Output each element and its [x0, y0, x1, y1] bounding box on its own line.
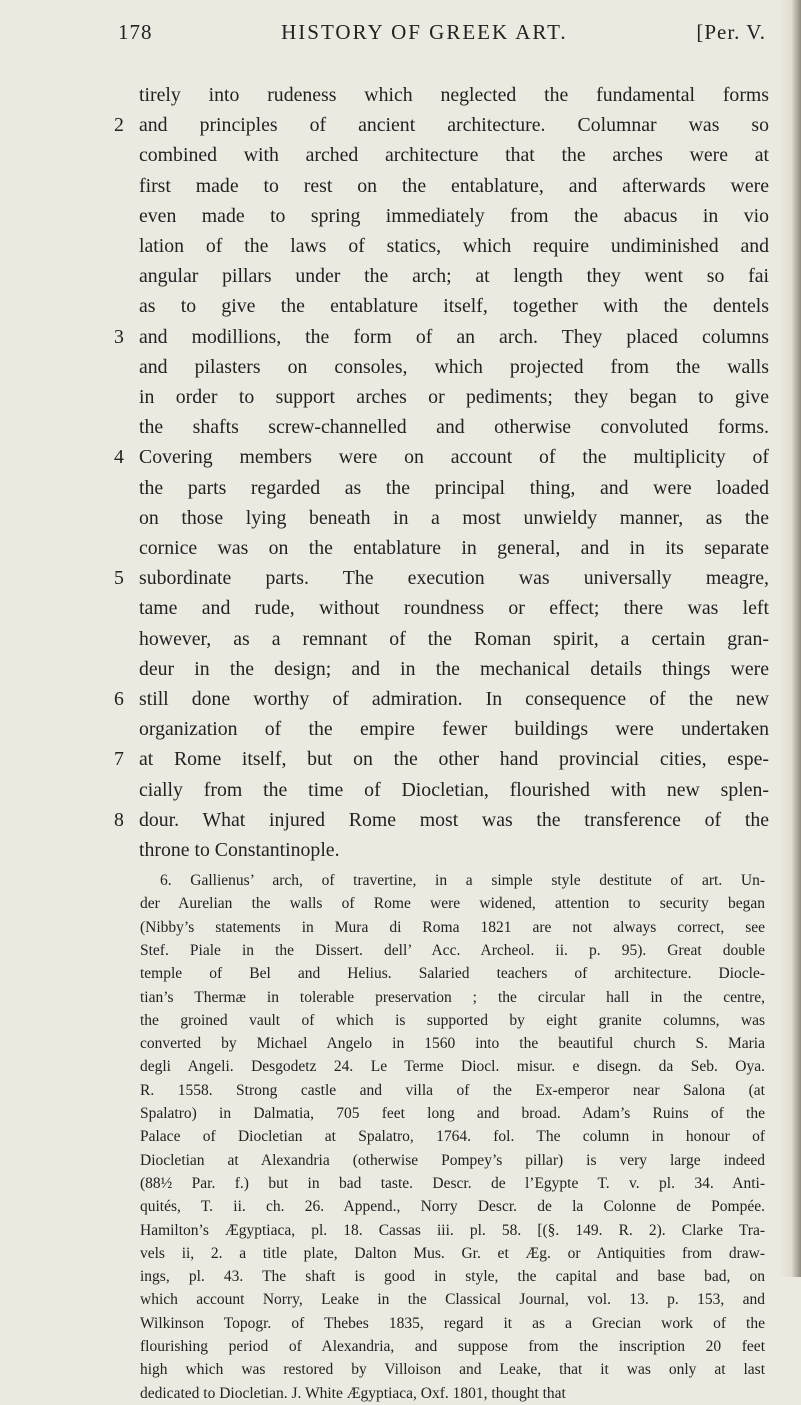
body-line: lation of the laws of statics, which require undiminished and	[139, 235, 769, 257]
body-line: first made to rest on the entablature, and afterwards were	[139, 174, 769, 197]
running-header	[118, 20, 766, 54]
body-line: in order to support arches or pediments; they began to give	[139, 386, 769, 408]
body-line: however, as a remnant of the Roman spirit, a certain gran-	[139, 627, 769, 650]
footnote-line: quités, T. ii. ch. 26. Append., Norry Descr. de la Colonne de Pompée.	[140, 1198, 765, 1216]
footnote-line: which account Norry, Leake in the Classical Journal, vol. 13. p. 153, and	[140, 1291, 765, 1309]
margin-paragraph-number: 6	[114, 688, 124, 710]
margin-paragraph-number: 3	[114, 325, 124, 348]
page-number: 178	[118, 20, 153, 44]
body-line: on those lying beneath in a most unwieldy manner, as the	[139, 506, 769, 529]
section-label: [Per. V.	[696, 20, 766, 44]
footnote-line: Spalatro) in Dalmatia, 705 feet long and broad. Adam’s Ruins of the	[140, 1105, 765, 1122]
footnote-line: (88½ Par. f.) but in bad taste. Descr. de l’Egypte T. v. pl. 34. Anti-	[140, 1174, 765, 1192]
body-line: and principles of ancient architecture. Columnar was so	[139, 114, 769, 137]
body-line: as to give the entablature itself, together with the dentels	[139, 295, 769, 318]
body-line: cially from the time of Diocletian, flourished with new splen-	[139, 778, 769, 801]
body-line: organization of the empire fewer buildings were undertaken	[139, 718, 769, 741]
body-line: the parts regarded as the principal thing, and were loaded	[139, 476, 769, 499]
running-title: HISTORY OF GREEK ART.	[281, 20, 568, 44]
footnote-line: flourishing period of Alexandria, and suppose from the inscription 20 feet	[140, 1338, 765, 1355]
margin-paragraph-number: 8	[114, 808, 124, 831]
footnote-line: R. 1558. Strong castle and villa of the Ex-emperor near Salona (at	[140, 1081, 765, 1099]
body-line: combined with arched architecture that the arches were at	[139, 144, 769, 167]
body-line: angular pillars under the arch; at length they went so fai	[139, 265, 769, 288]
footnote-line: converted by Michael Angelo in 1560 into the beautiful church S. Maria	[140, 1035, 765, 1053]
body-line: throne to Constantinople.	[139, 839, 340, 861]
body-line: and modillions, the form of an arch. They placed columns	[139, 325, 769, 348]
body-line: at Rome itself, but on the other hand provincial cities, espe-	[139, 748, 769, 771]
body-line: tirely into rudeness which neglected the fundamental forms	[139, 84, 769, 106]
footnote-line: the groined vault of which is supported by eight granite columns, was	[140, 1011, 765, 1029]
body-line: even made to spring immediately from the abacus in vio	[139, 204, 769, 227]
footnote-line: 6. Gallienus’ arch, of travertine, in a simple style destitute of art. Un-	[160, 872, 765, 889]
page-edge-shadow	[779, 0, 801, 1277]
footnote-line: der Aurelian the walls of Rome were widened, attention to security began	[140, 895, 765, 913]
body-line: Covering members were on account of the multiplicity of	[139, 446, 769, 469]
footnote-line: tian’s Thermæ in tolerable preservation ; the circular hall in the centre,	[140, 988, 765, 1006]
body-line: the shafts screw-channelled and otherwise convoluted forms.	[139, 416, 769, 439]
body-line: subordinate parts. The execution was universally meagre,	[139, 567, 769, 590]
footnote-line: degli Angeli. Desgodetz 24. Le Terme Diocl. misur. e disegn. da Seb. Oya.	[140, 1058, 765, 1076]
footnote-line: Diocletian at Alexandria (otherwise Pompey’s pillar) is very large indeed	[140, 1151, 765, 1169]
footnote-line: high which was restored by Villoison and Leake, that it was only at last	[140, 1361, 765, 1379]
footnote-line: vels ii, 2. a title plate, Dalton Mus. Gr. et Æg. or Antiquities from draw-	[140, 1244, 765, 1262]
body-line: still done worthy of admiration. In consequence of the new	[139, 688, 769, 710]
footnote-line: (Nibby’s statements in Mura di Roma 1821 are not always correct, see	[140, 918, 765, 936]
footnote-line: temple of Bel and Helius. Salaried teachers of architecture. Diocle-	[140, 965, 765, 983]
margin-paragraph-number: 2	[114, 114, 124, 137]
margin-paragraph-number: 5	[114, 567, 124, 590]
body-line: cornice was on the entablature in general, and in its separate	[139, 537, 769, 559]
footnote-line: Palace of Diocletian at Spalatro, 1764. fol. The column in honour of	[140, 1128, 765, 1146]
margin-paragraph-number: 7	[114, 748, 124, 771]
footnote-line: Stef. Piale in the Dissert. dell’ Acc. Archeol. ii. p. 95). Great double	[140, 941, 765, 959]
body-line: dour. What injured Rome most was the transference of the	[139, 808, 769, 831]
body-line: deur in the design; and in the mechanical details things were	[139, 657, 769, 680]
footnote-line: Hamilton’s Ægyptiaca, pl. 18. Cassas iii. pl. 58. [(§. 149. R. 2). Clarke Tra-	[140, 1221, 765, 1239]
footnote-line: Wilkinson Topogr. of Thebes 1835, regard it as a Grecian work of the	[140, 1314, 765, 1332]
footnote-line: ings, pl. 43. The shaft is good in style, the capital and base bad, on	[140, 1268, 765, 1286]
body-line: and pilasters on consoles, which projected from the walls	[139, 355, 769, 378]
body-line: tame and rude, without roundness or effect; there was left	[139, 597, 769, 620]
margin-paragraph-number: 4	[114, 446, 124, 469]
footnote-line: dedicated to Diocletian. J. White Ægyptiaca, Oxf. 1801, thought that	[140, 1384, 566, 1402]
